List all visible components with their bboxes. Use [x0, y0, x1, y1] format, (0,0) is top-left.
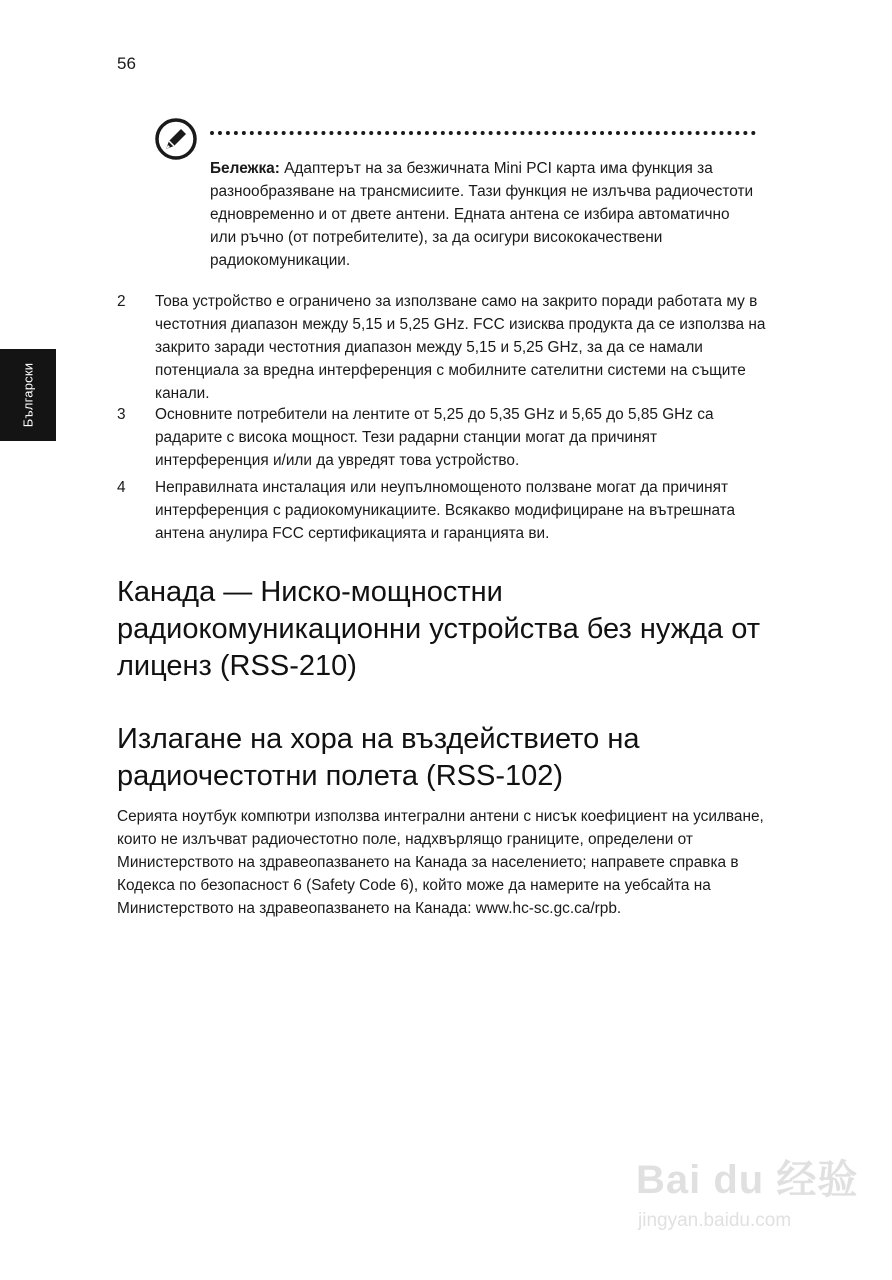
list-item-number: 2	[117, 293, 126, 310]
list-item-text: Неправилната инсталация или неупълномощеното ползване могат да причинят интерференция с радиокомуникациите. Всякакво модифициране на вътрешната антена анулира FCC сертификацията и гаранцията ви.	[155, 479, 736, 542]
watermark-brand: Bai du 经验	[636, 1158, 859, 1202]
list-item-number: 4	[117, 479, 126, 496]
list-item-number: 3	[117, 406, 126, 423]
heading-rf-exposure-rss102: Излагане на хора на въздействието на радиочестотни полета (RSS-102)	[117, 723, 640, 792]
body-paragraph: Серията ноутбук компютри използва интегрални антени с нисък коефициент на усилване, които не излъчват радиочестотно поле, надхвърлящо границите, определени от Министерството на здравеопазването на Канада за населението; направете справка в Кодекса по безопасност 6 (Safety Code 6), който може да намерите на уебсайта на Министерството на здравеопазването на Канада: www.hc-sc.gc.ca/rpb.	[117, 808, 764, 917]
list-item-text: Основните потребители на лентите от 5,25 до 5,35 GHz и 5,65 до 5,85 GHz са радарите с висока мощност. Тези радарни станции могат да причинят интерференция и/или да увредят това устройство.	[155, 406, 714, 469]
language-side-tab	[0, 349, 56, 441]
note-label: Бележка:	[210, 160, 280, 177]
watermark	[636, 1148, 859, 1248]
note-pen-icon	[154, 117, 198, 161]
heading-canada-rss210: Канада — Ниско-мощностни радиокомуникационни устройства без нужда от лиценз (RSS-210)	[117, 576, 761, 682]
language-tab-label: Български	[20, 362, 36, 428]
page-number: 56	[117, 54, 136, 73]
note-block	[210, 157, 756, 272]
note-dotted-divider	[210, 131, 756, 135]
watermark-url: jingyan.baidu.com	[638, 1210, 792, 1231]
list-item-text: Това устройство е ограничено за използване само на закрито поради работата му в честотния диапазон между 5,15 и 5,25 GHz. FCC изисква продукта да се използва на закрито заради честотния диапазон между 5,15 и 5,25 GHz, за да се намали потенциала за вредна интерференция с мобилните сателитни системи на същите канали.	[155, 293, 766, 402]
note-text: Адаптерът на за безжичната Mini PCI карта има функция за разнообразяване на трансмисиите. Тази функция не излъчва радиочестоти едновременно и от двете антени. Едната антена се избира автоматично или ръчно (от потребителите), за да осигури висококачествени радиокомуникации.	[210, 160, 754, 269]
